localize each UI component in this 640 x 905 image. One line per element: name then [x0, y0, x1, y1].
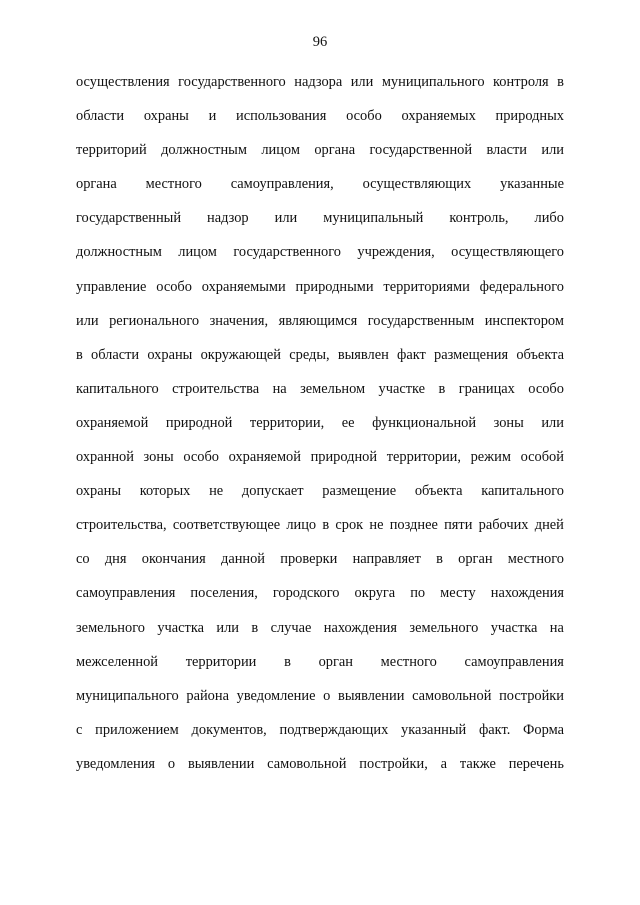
word: осуществляющих	[362, 176, 472, 193]
word: в	[557, 74, 564, 90]
word: земельном	[300, 380, 366, 397]
word: размещения	[434, 346, 509, 363]
word: выявлен	[337, 346, 389, 363]
text-line	[76, 755, 564, 789]
word: государственный	[76, 210, 182, 227]
word: самовольной	[267, 755, 347, 772]
word: самоуправления	[76, 585, 176, 602]
word: указанные	[500, 176, 564, 193]
word: пяти	[444, 517, 473, 534]
word: в	[76, 346, 83, 363]
word: а	[440, 755, 448, 772]
word: рабочих	[478, 517, 529, 534]
word: особо	[346, 108, 382, 125]
word: нахождения	[490, 585, 564, 602]
text-line	[76, 278, 564, 312]
word: Форма	[523, 721, 564, 738]
text-line	[76, 414, 564, 448]
word: дней	[534, 517, 564, 534]
text-line	[76, 380, 564, 414]
word: территории,	[386, 449, 461, 466]
word: надзор	[207, 210, 249, 227]
word: территорий	[76, 142, 147, 159]
word: охраны	[143, 108, 189, 125]
word: указанный	[401, 721, 467, 738]
word: факт	[397, 346, 426, 363]
word: позднее	[389, 517, 438, 534]
word: режим	[470, 449, 511, 466]
word: самоуправления,	[230, 176, 334, 193]
text-line	[76, 721, 564, 755]
word: земельного	[409, 619, 479, 636]
word: зоны	[143, 449, 174, 466]
word: размещение	[322, 483, 397, 500]
word: строительства	[172, 380, 260, 397]
text-line	[76, 584, 564, 618]
word: местного	[380, 653, 437, 670]
word: со	[76, 551, 90, 568]
word: власти	[486, 142, 528, 159]
word: государственной	[369, 142, 473, 159]
word: окружающей	[200, 346, 282, 363]
word: в	[436, 551, 443, 568]
word: особой	[520, 449, 564, 466]
word: соответствующее	[172, 517, 281, 534]
word: допускает	[241, 483, 304, 500]
word: дня	[104, 551, 127, 568]
word: участка	[490, 619, 538, 636]
word: района	[186, 687, 229, 704]
word: государственного	[178, 74, 286, 90]
word: о	[323, 687, 331, 704]
word: постройки	[499, 687, 564, 704]
word: самовольной	[412, 687, 492, 704]
word: уведомления	[76, 755, 156, 772]
word: инспектором	[484, 312, 564, 329]
word: муниципальный	[323, 210, 424, 227]
word: орган	[318, 653, 353, 670]
word: контроля	[493, 74, 549, 90]
word: данной	[221, 551, 266, 568]
word: или	[76, 312, 99, 329]
word: в	[438, 380, 446, 397]
word: участке	[378, 380, 426, 397]
word: уведомление	[236, 687, 316, 704]
word: постройки,	[359, 755, 428, 772]
word: федерального	[479, 278, 564, 295]
text-line	[76, 141, 564, 175]
word: капитального	[76, 380, 159, 397]
word: округа	[354, 585, 396, 602]
word: являющимся	[278, 312, 358, 329]
word: о	[167, 755, 176, 772]
word: надзора	[294, 74, 343, 90]
word: среды,	[289, 346, 330, 363]
word: приложением	[95, 721, 179, 738]
word: природных	[495, 108, 564, 125]
word: области	[76, 108, 125, 125]
word: охраняемой	[76, 414, 149, 431]
word: подтверждающих	[279, 721, 389, 738]
word: особо	[156, 278, 192, 295]
word: или	[216, 619, 239, 636]
word: в	[284, 653, 291, 670]
word: в	[322, 517, 330, 534]
word: природной	[165, 414, 233, 431]
word: не	[209, 483, 224, 500]
word: охранной	[76, 449, 134, 466]
word: области	[91, 346, 140, 363]
word: самоуправления	[464, 653, 564, 670]
text-line	[76, 243, 564, 277]
word: муниципального	[381, 74, 485, 90]
word: особо	[528, 380, 564, 397]
text-line	[76, 482, 564, 516]
word: случае	[270, 619, 312, 636]
word: которых	[139, 483, 191, 500]
word: документов,	[191, 721, 267, 738]
word: территории,	[249, 414, 325, 431]
word: перечень	[508, 755, 564, 772]
word: проверки	[280, 551, 338, 568]
word: направляет	[352, 551, 421, 568]
word: муниципального	[76, 687, 179, 704]
word: функциональной	[372, 414, 477, 431]
word: охраны	[76, 483, 121, 500]
word: с	[76, 721, 83, 738]
word: охраняемыми	[201, 278, 286, 295]
word: государственного	[233, 244, 341, 261]
word: территориями	[383, 278, 470, 295]
word: по	[410, 585, 426, 602]
word: управление	[76, 278, 147, 295]
word: регионального	[109, 312, 200, 329]
text-line	[76, 448, 564, 482]
word: лицом	[261, 142, 300, 159]
body-text	[76, 73, 564, 789]
text-line	[76, 346, 564, 380]
word: на	[272, 380, 287, 397]
word: строительства,	[76, 517, 167, 534]
word: или	[541, 142, 564, 159]
word: и	[208, 108, 217, 125]
word: окончания	[141, 551, 206, 568]
word: или	[350, 74, 374, 90]
word: ее	[341, 414, 355, 431]
word: земельного	[76, 619, 145, 636]
word: месту	[440, 585, 476, 602]
word: на	[549, 619, 564, 636]
text-line	[76, 73, 564, 107]
word: территории	[185, 653, 257, 670]
word: охраняемой	[228, 449, 301, 466]
word: лицо	[286, 517, 317, 534]
page-number: 96	[312, 34, 328, 50]
word: не	[369, 517, 384, 534]
word: охраняемых	[401, 108, 476, 125]
text-line	[76, 687, 564, 721]
word: либо	[534, 210, 564, 227]
word: учреждения,	[357, 244, 435, 261]
word: или	[541, 414, 564, 431]
text-line	[76, 209, 564, 243]
text-line	[76, 653, 564, 687]
word: должностным	[161, 142, 247, 159]
word: срок	[335, 517, 364, 534]
word: также	[459, 755, 496, 772]
word: зоны	[493, 414, 524, 431]
text-line	[76, 619, 564, 653]
word: органа	[314, 142, 356, 159]
word: государственным	[367, 312, 475, 329]
word: лицом	[178, 244, 217, 261]
word: значения,	[209, 312, 269, 329]
word: осуществляющего	[451, 244, 564, 261]
text-line	[76, 516, 564, 550]
text-line	[76, 175, 564, 209]
word: местного	[507, 551, 564, 568]
word: органа	[76, 176, 117, 193]
word: должностным	[76, 244, 162, 261]
word: объекта	[414, 483, 463, 500]
word: межселенной	[76, 653, 158, 670]
word: в	[251, 619, 259, 636]
word: факт.	[478, 721, 511, 738]
word: участка	[157, 619, 205, 636]
word: городского	[272, 585, 340, 602]
word: орган	[458, 551, 493, 568]
text-line	[76, 107, 564, 141]
word: контроль,	[449, 210, 509, 227]
word: поселения,	[190, 585, 258, 602]
word: или	[274, 210, 298, 227]
word: выявлении	[338, 687, 405, 704]
word: охраны	[147, 346, 193, 363]
word: использования	[236, 108, 327, 125]
word: природными	[295, 278, 374, 295]
text-line	[76, 312, 564, 346]
word: выявлении	[187, 755, 255, 772]
word: капитального	[481, 483, 564, 500]
word: нахождения	[323, 619, 397, 636]
text-line	[76, 550, 564, 584]
word: объекта	[516, 346, 564, 363]
word: местного	[145, 176, 202, 193]
word: природной	[310, 449, 378, 466]
word: осуществления	[76, 74, 170, 90]
word: границах	[458, 380, 515, 397]
word: особо	[183, 449, 219, 466]
